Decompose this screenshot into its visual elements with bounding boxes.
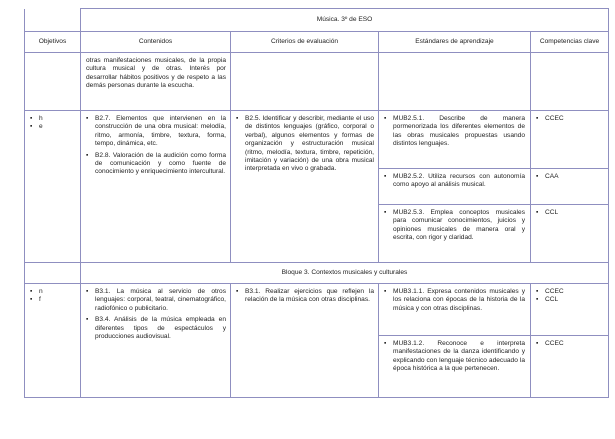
block2-estandares	[379, 111, 531, 263]
competencia-item: ▪ CCEC	[536, 340, 564, 347]
objetivo-item: ▪ f	[30, 296, 41, 304]
block3-row	[25, 284, 609, 398]
estandar-item: ▪ MUB2.5.1. Describe de manera pormenorizada los diferentes elementos de las obras musicales propuestas usando distintos lenguajes.	[379, 111, 530, 169]
competencia-item: ▪ CCEC	[531, 111, 608, 169]
block2-row	[25, 111, 609, 263]
block3-estandares	[379, 284, 531, 398]
continuation-row	[25, 53, 609, 111]
competencia-item: ▪ CCEC ▪ CCL	[531, 284, 608, 336]
contenido-item: ▪ B2.7. Elementos que intervienen en la construcción de una obra musical: melodía, ritmo, armonía, timbre, textura, forma, tempo, dinámica, etc.	[86, 115, 226, 148]
block3-competencias	[531, 284, 609, 398]
competencia-item: ▪ CCL	[536, 209, 559, 216]
estandar-item: ▪ MUB2.5.2. Utiliza recursos con autonomía como apoyo al análisis musical.	[379, 169, 530, 205]
block3-contenidos	[81, 284, 231, 398]
objetivo-item: ▪ h	[30, 115, 43, 122]
col-estandares: Estándares de aprendizaje	[379, 32, 531, 53]
col-competencias: Competencias clave	[531, 32, 609, 53]
estandar-item: ▪ MUB3.1.1. Expresa contenidos musicales y los relaciona con épocas de la historia de la música y con otras disciplinas.	[379, 284, 530, 336]
objetivo-item: ▪ n	[30, 288, 43, 295]
block2-contenidos	[81, 111, 231, 263]
block3-title: Bloque 3. Contextos musicales y culturales	[81, 263, 609, 284]
block3-criterio: ▪ B3.1. Realizar ejercicios que reflejen la relación de la música con otras disciplinas.	[231, 284, 379, 398]
col-objetivos: Objetivos	[25, 32, 81, 53]
col-criterios: Criterios de evaluación	[231, 32, 379, 53]
column-header-row	[25, 32, 609, 53]
block3-title-row	[25, 263, 609, 284]
header-spacer	[25, 9, 81, 32]
curriculum-table	[24, 8, 609, 398]
competencia-item: ▪ CAA	[531, 169, 608, 205]
block2-objetivos	[25, 111, 81, 263]
estandar-item: ▪ MUB2.5.3. Emplea conceptos musicales para comunicar conocimientos, juicios y opiniones musicales de manera oral y escrita, con rigor y claridad.	[384, 209, 525, 242]
contenido-item: ▪ B2.8. Valoración de la audición como forma de comunicación y como fuente de conocimiento y enriquecimiento intercultural.	[86, 151, 226, 176]
continuation-contenido: otras manifestaciones musicales, de la propia cultura musical y de otras. Interés por desarrollar hábitos positivos y de respeto a las demás personas durante la escucha.	[81, 53, 231, 111]
contenido-item: ▪ B3.1. La música al servicio de otros lenguajes: corporal, teatral, cinematográfico, radiofónico o publicitario.	[86, 288, 226, 312]
block3-objetivos	[25, 284, 81, 398]
block2-competencias	[531, 111, 609, 263]
objetivo-item: ▪ e	[30, 123, 43, 131]
estandar-item: ▪ MUB3.1.2. Reconoce e interpreta manifestaciones de la danza identificando y explicando con lenguaje técnico adecuado la época histórica a la que pertenecen.	[384, 340, 525, 373]
col-contenidos: Contenidos	[81, 32, 231, 53]
contenido-item: ▪ B3.4. Análisis de la música empleada en diferentes tipos de espectáculos y producciones audiovisual.	[86, 316, 226, 341]
block2-criterio: ▪ B2.5. Identificar y describir, mediante el uso de distintos lenguajes (gráfico, corporal o verbal), algunos elementos y formas de organización y estructuración musical (ritmo, melodía, textura, timbre, repetición, imitación y variación) de una obra musical interpretada en vivo o grabada.	[231, 111, 379, 263]
table-title: Música. 3º de ESO	[81, 9, 609, 32]
